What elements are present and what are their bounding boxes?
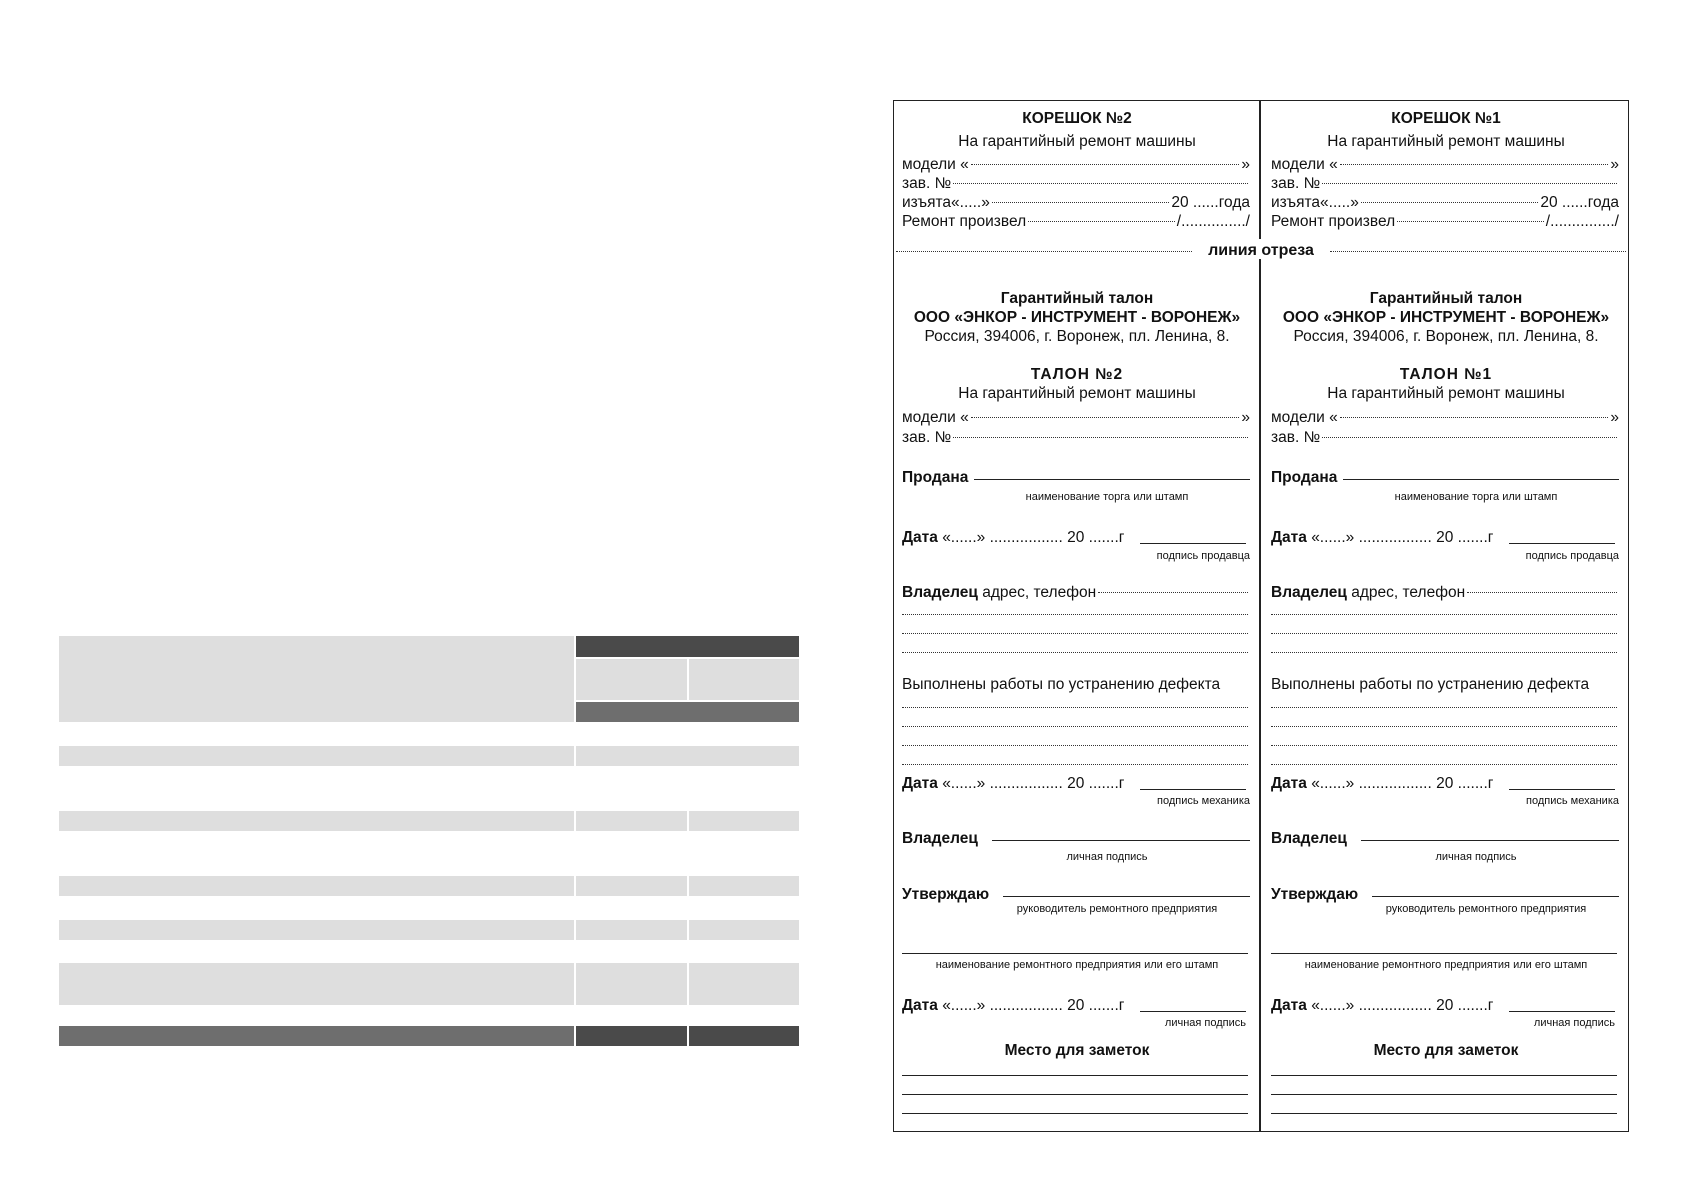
works-line[interactable] xyxy=(1271,707,1617,708)
approve-signature-line[interactable] xyxy=(1140,1011,1246,1012)
table-header-cell xyxy=(689,659,799,700)
sold-field[interactable]: Продана xyxy=(1271,468,1619,487)
table-row xyxy=(59,963,574,1005)
personal-caption: личная подпись xyxy=(1066,851,1148,863)
approve-field[interactable]: Утверждаю xyxy=(902,885,1250,904)
stub-repair-field[interactable]: Ремонт произвел /.............../ xyxy=(1271,213,1619,230)
table-row xyxy=(59,811,574,831)
seller-caption: подпись продавца xyxy=(1156,550,1250,562)
works-line[interactable] xyxy=(902,726,1248,727)
cut-line-label: линия отреза xyxy=(1194,242,1328,259)
stub-subtitle: На гарантийный ремонт машины xyxy=(958,133,1196,150)
table-header-left xyxy=(59,636,574,722)
notes-title: Место для заметок xyxy=(1004,1042,1150,1059)
table-row xyxy=(689,811,799,831)
mechanic-caption: подпись механика xyxy=(1157,795,1250,807)
works-line[interactable] xyxy=(902,707,1248,708)
owner-line[interactable] xyxy=(902,614,1248,615)
table-row xyxy=(689,963,799,1005)
company-name: ООО «ЭНКОР - ИНСТРУМЕНТ - ВОРОНЕЖ» xyxy=(913,309,1241,326)
repair-date-field[interactable]: Дата «......» ................. 20 .......г xyxy=(1271,775,1494,792)
stub-serial-field[interactable]: зав. № xyxy=(902,174,1250,193)
seller-caption: подпись продавца xyxy=(1525,550,1619,562)
company-name: ООО «ЭНКОР - ИНСТРУМЕНТ - ВОРОНЕЖ» xyxy=(1282,309,1610,326)
owner-address-field[interactable]: Владелец адрес, телефон xyxy=(902,583,1250,602)
stub-removed-field[interactable]: изъята«.....» 20 ......года xyxy=(902,194,1250,211)
approve-date-field[interactable]: Дата «......» ................. 20 .......г xyxy=(1271,997,1494,1014)
table-footer xyxy=(689,1026,799,1046)
talon-serial-field[interactable]: зав. № xyxy=(902,428,1250,447)
table-header-mid xyxy=(576,702,799,722)
notes-line[interactable] xyxy=(902,1075,1248,1076)
talon-subtitle: На гарантийный ремонт машины xyxy=(958,385,1196,402)
table-row xyxy=(59,876,574,896)
table-header-top-dark xyxy=(576,636,799,657)
table-header-cell xyxy=(576,659,687,700)
table-row xyxy=(576,963,687,1005)
notes-title: Место для заметок xyxy=(1373,1042,1519,1059)
owner-address-field[interactable]: Владелец адрес, телефон xyxy=(1271,583,1619,602)
sale-date-field[interactable]: Дата «......» ................. 20 .......г xyxy=(902,529,1125,546)
talon-title: ТАЛОН №1 xyxy=(1399,366,1493,383)
company-address: Россия, 394006, г. Воронеж, пл. Ленина, 8. xyxy=(924,328,1230,345)
approve-field[interactable]: Утверждаю xyxy=(1271,885,1619,904)
talon-title: ТАЛОН №2 xyxy=(1030,366,1124,383)
talon-model-field[interactable]: модели « » xyxy=(902,409,1250,426)
column-talon-2 xyxy=(894,101,1260,1131)
stub-serial-field[interactable]: зав. № xyxy=(1271,174,1619,193)
approve-date-field[interactable]: Дата «......» ................. 20 .......г xyxy=(902,997,1125,1014)
owner-signature-field[interactable]: Владелец xyxy=(902,829,1250,848)
owner-signature-field[interactable]: Владелец xyxy=(1271,829,1619,848)
owner-line[interactable] xyxy=(902,652,1248,653)
stub-model-field[interactable]: модели « » xyxy=(1271,156,1619,173)
stub-title: КОРЕШОК №1 xyxy=(1391,110,1501,127)
works-label: Выполнены работы по устранению дефекта xyxy=(1271,676,1590,693)
mechanic-caption: подпись механика xyxy=(1526,795,1619,807)
card-title: Гарантийный талон xyxy=(1000,290,1154,307)
works-label: Выполнены работы по устранению дефекта xyxy=(902,676,1221,693)
owner-line[interactable] xyxy=(902,633,1248,634)
stub-subtitle: На гарантийный ремонт машины xyxy=(1327,133,1565,150)
company-address: Россия, 394006, г. Воронеж, пл. Ленина, 8. xyxy=(1293,328,1599,345)
table-footer xyxy=(576,1026,687,1046)
enterprise-line[interactable] xyxy=(902,953,1248,954)
sold-caption: наименование торга или штамп xyxy=(1025,491,1189,503)
works-line[interactable] xyxy=(1271,726,1617,727)
mechanic-signature-line[interactable] xyxy=(1140,789,1246,790)
table-row xyxy=(576,876,687,896)
sold-field[interactable]: Продана xyxy=(902,468,1250,487)
seller-signature-line[interactable] xyxy=(1509,543,1615,544)
notes-line[interactable] xyxy=(902,1094,1248,1095)
works-line[interactable] xyxy=(1271,764,1617,765)
owner-line[interactable] xyxy=(1271,614,1617,615)
personal-caption-2: личная подпись xyxy=(1533,1017,1615,1029)
table-row xyxy=(576,746,799,766)
talon-model-field[interactable]: модели « » xyxy=(1271,409,1619,426)
column-talon-1 xyxy=(1263,101,1629,1131)
table-row xyxy=(689,920,799,940)
notes-line[interactable] xyxy=(1271,1094,1617,1095)
stub-title: КОРЕШОК №2 xyxy=(1022,110,1132,127)
repair-date-field[interactable]: Дата «......» ................. 20 .......г xyxy=(902,775,1125,792)
table-row xyxy=(576,811,687,831)
table-footer xyxy=(59,1026,574,1046)
notes-line[interactable] xyxy=(1271,1075,1617,1076)
stub-repair-field[interactable]: Ремонт произвел /.............../ xyxy=(902,213,1250,230)
head-caption: руководитель ремонтного предприятия xyxy=(1385,903,1587,915)
personal-caption: личная подпись xyxy=(1435,851,1517,863)
enterprise-line[interactable] xyxy=(1271,953,1617,954)
warranty-form xyxy=(893,100,1629,1132)
head-caption: руководитель ремонтного предприятия xyxy=(1016,903,1218,915)
approve-signature-line[interactable] xyxy=(1509,1011,1615,1012)
sale-date-field[interactable]: Дата «......» ................. 20 .......г xyxy=(1271,529,1494,546)
stub-removed-field[interactable]: изъята«.....» 20 ......года xyxy=(1271,194,1619,211)
sold-caption: наименование торга или штамп xyxy=(1394,491,1558,503)
works-line[interactable] xyxy=(902,745,1248,746)
stub-model-field[interactable]: модели « » xyxy=(902,156,1250,173)
works-line[interactable] xyxy=(902,764,1248,765)
personal-caption-2: личная подпись xyxy=(1164,1017,1246,1029)
owner-line[interactable] xyxy=(1271,652,1617,653)
blank-spec-table xyxy=(59,636,799,1046)
table-row xyxy=(576,920,687,940)
enterprise-caption: наименование ремонтного предприятия или его штамп xyxy=(1304,959,1588,971)
table-row xyxy=(689,876,799,896)
table-row xyxy=(59,746,574,766)
card-title: Гарантийный талон xyxy=(1369,290,1523,307)
notes-line[interactable] xyxy=(902,1113,1248,1114)
notes-line[interactable] xyxy=(1271,1113,1617,1114)
enterprise-caption: наименование ремонтного предприятия или его штамп xyxy=(935,959,1219,971)
table-row xyxy=(59,920,574,940)
owner-line[interactable] xyxy=(1271,633,1617,634)
mechanic-signature-line[interactable] xyxy=(1509,789,1615,790)
talon-subtitle: На гарантийный ремонт машины xyxy=(1327,385,1565,402)
talon-serial-field[interactable]: зав. № xyxy=(1271,428,1619,447)
works-line[interactable] xyxy=(1271,745,1617,746)
seller-signature-line[interactable] xyxy=(1140,543,1246,544)
